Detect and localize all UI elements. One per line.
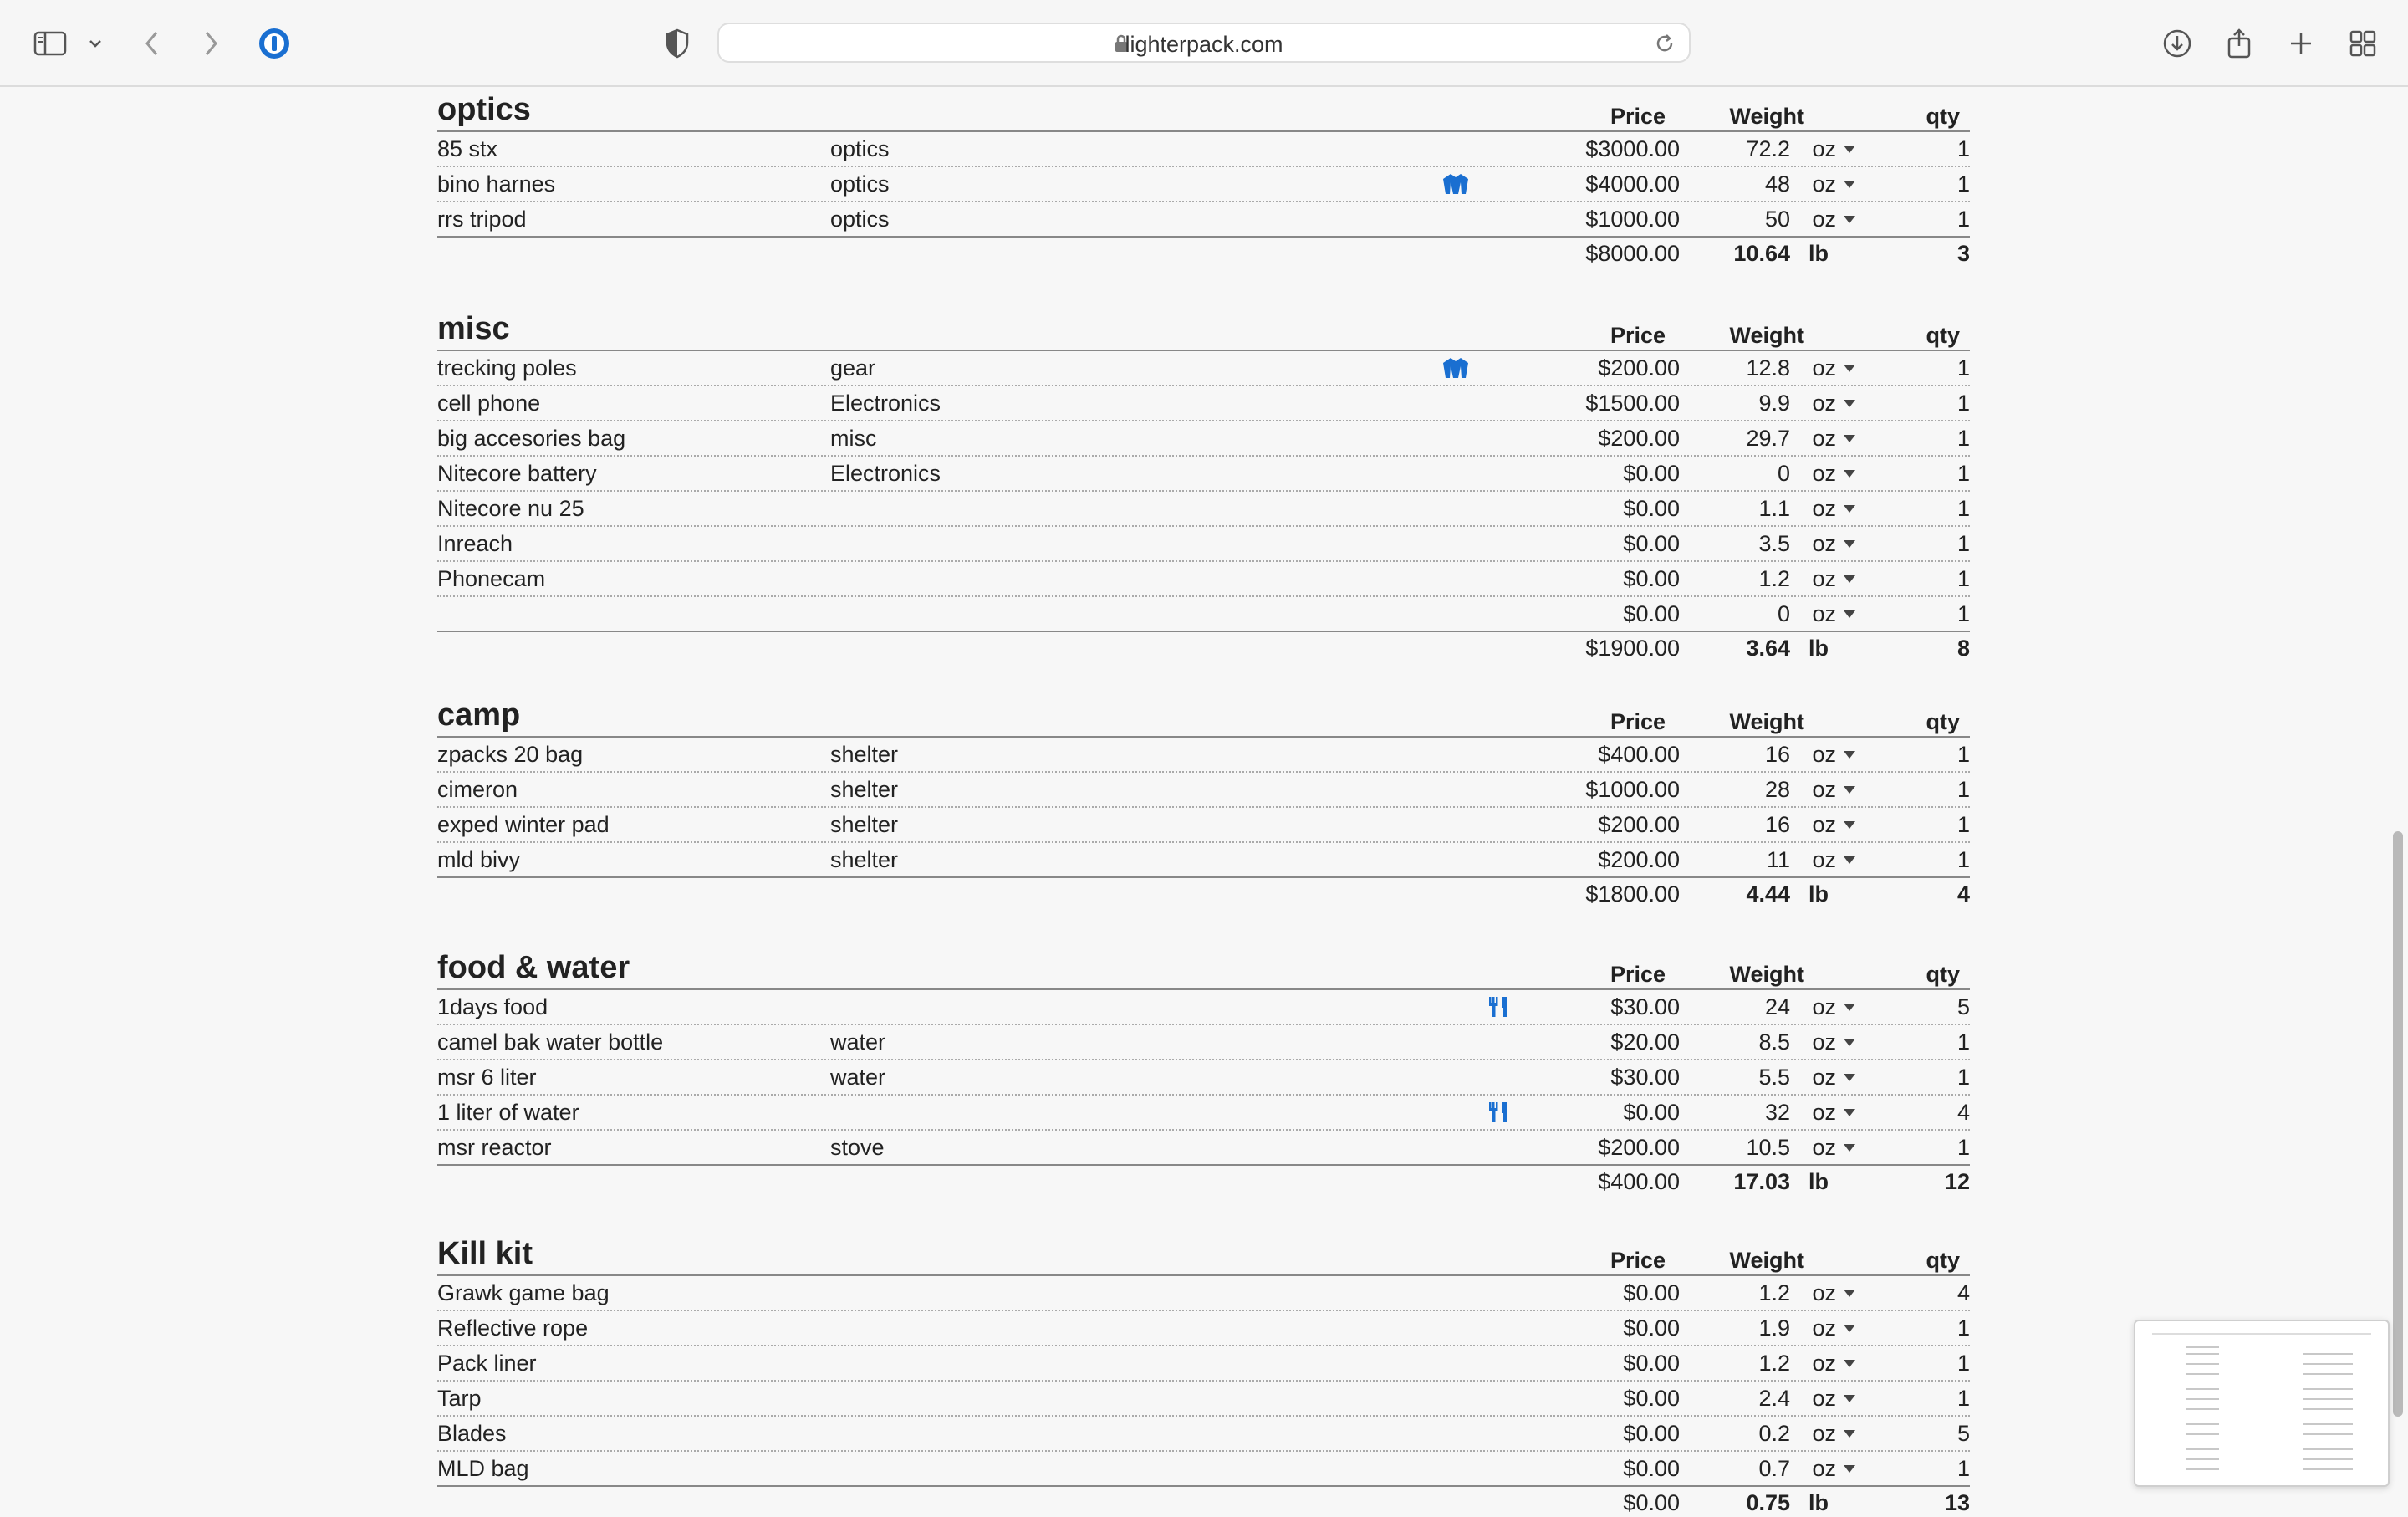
consumable-icon[interactable] [1487, 1101, 1509, 1130]
item-weight[interactable]: 50 [1764, 207, 1790, 232]
download-icon[interactable] [2159, 25, 2196, 62]
item-price[interactable]: $0.00 [1623, 1100, 1680, 1125]
item-row[interactable] [437, 421, 1970, 457]
item-qty[interactable]: 4 [1956, 1100, 1970, 1125]
subtotal-price: $1800.00 [1585, 881, 1680, 907]
category-subtotal [437, 1164, 1970, 1196]
category-title[interactable]: optics [437, 92, 531, 127]
subtotal-weight: 3.64 [1746, 636, 1790, 661]
category-title[interactable]: camp [437, 697, 521, 733]
subtotal-weight: 0.75 [1746, 1490, 1790, 1515]
unit-dropdown-icon[interactable] [1844, 610, 1855, 618]
item-qty[interactable]: 1 [1956, 812, 1970, 837]
item-description[interactable]: stove [830, 1135, 885, 1160]
unit-dropdown-icon[interactable] [1844, 1109, 1855, 1116]
category-header [437, 694, 1970, 738]
item-qty[interactable]: 1 [1956, 391, 1970, 416]
item-qty[interactable]: 1 [1956, 426, 1970, 451]
item-name[interactable]: cell phone [437, 391, 541, 416]
item-unit[interactable]: oz [1812, 426, 1836, 451]
item-qty[interactable]: 1 [1956, 355, 1970, 381]
item-price[interactable]: $0.00 [1623, 1315, 1680, 1341]
item-price[interactable]: $1000.00 [1585, 777, 1680, 802]
unit-dropdown-icon[interactable] [1844, 751, 1855, 758]
item-qty[interactable]: 1 [1956, 1029, 1970, 1055]
password-manager-icon[interactable] [256, 25, 293, 62]
item-row[interactable] [437, 132, 1970, 167]
unit-dropdown-icon[interactable] [1844, 856, 1855, 864]
item-name[interactable]: Phonecam [437, 566, 546, 591]
subtotal-unit[interactable]: lb [1809, 881, 1829, 907]
item-price[interactable]: $3000.00 [1585, 136, 1680, 161]
unit-dropdown-icon[interactable] [1844, 1144, 1855, 1152]
item-qty[interactable]: 1 [1956, 566, 1970, 591]
chevron-down-icon[interactable] [77, 25, 114, 62]
item-unit[interactable]: oz [1812, 742, 1836, 767]
worn-icon[interactable] [1441, 172, 1471, 202]
item-weight[interactable]: 0 [1777, 601, 1790, 626]
weight-header: Weight [1729, 104, 1804, 129]
item-weight[interactable]: 1.2 [1758, 1351, 1790, 1376]
unit-dropdown-icon[interactable] [1844, 786, 1855, 794]
item-row[interactable] [437, 808, 1970, 843]
item-name[interactable]: Inreach [437, 531, 513, 556]
subtotal-unit[interactable]: lb [1809, 241, 1829, 266]
browser-toolbar [0, 0, 2408, 87]
unit-dropdown-icon[interactable] [1844, 1004, 1855, 1011]
category-camp [437, 694, 1970, 908]
item-weight[interactable]: 5.5 [1758, 1065, 1790, 1090]
item-unit[interactable]: oz [1812, 461, 1836, 486]
item-name[interactable]: trecking poles [437, 355, 577, 381]
category-subtotal [437, 236, 1970, 268]
item-name[interactable]: camel bak water bottle [437, 1029, 664, 1055]
subtotal-weight: 10.64 [1733, 241, 1790, 266]
item-unit[interactable]: oz [1812, 994, 1836, 1019]
item-row[interactable] [437, 492, 1970, 527]
item-description[interactable]: optics [830, 136, 890, 161]
item-name[interactable]: Reflective rope [437, 1315, 589, 1341]
item-unit[interactable]: oz [1812, 207, 1836, 232]
item-price[interactable]: $30.00 [1610, 1065, 1680, 1090]
subtotal-unit[interactable]: lb [1809, 1169, 1829, 1194]
item-weight[interactable]: 11 [1766, 847, 1790, 872]
unit-dropdown-icon[interactable] [1844, 540, 1855, 548]
category-header [437, 308, 1970, 351]
item-qty[interactable]: 4 [1956, 1280, 1970, 1305]
item-qty[interactable]: 1 [1956, 496, 1970, 521]
item-name[interactable]: big accesories bag [437, 426, 626, 451]
qty-header: qty [1926, 1248, 1960, 1273]
item-qty[interactable]: 1 [1956, 1456, 1970, 1481]
subtotal-qty: 12 [1944, 1169, 1970, 1194]
item-weight[interactable]: 72.2 [1746, 136, 1790, 161]
unit-dropdown-icon[interactable] [1844, 575, 1855, 583]
item-weight[interactable]: 16 [1764, 742, 1790, 767]
item-description[interactable]: Electronics [830, 461, 941, 486]
scrollbar-thumb[interactable] [2393, 831, 2403, 1417]
item-unit[interactable]: oz [1812, 1065, 1836, 1090]
item-row[interactable] [437, 1452, 1970, 1485]
item-name[interactable]: Tarp [437, 1386, 482, 1411]
item-name[interactable]: exped winter pad [437, 812, 610, 837]
item-weight[interactable]: 24 [1764, 994, 1790, 1019]
new-tab-icon[interactable] [2283, 25, 2319, 62]
sidebar-icon[interactable] [32, 25, 69, 62]
item-name[interactable]: 1 liter of water [437, 1100, 579, 1125]
item-qty[interactable]: 1 [1956, 171, 1970, 197]
item-row[interactable] [437, 167, 1970, 202]
item-unit[interactable]: oz [1812, 1315, 1836, 1341]
item-price[interactable]: $0.00 [1623, 531, 1680, 556]
share-icon[interactable] [2221, 25, 2258, 62]
subtotal-qty: 8 [1956, 636, 1970, 661]
item-qty[interactable]: 1 [1956, 1315, 1970, 1341]
weight-header: Weight [1729, 323, 1804, 348]
item-row[interactable] [437, 843, 1970, 876]
item-price[interactable]: $200.00 [1598, 812, 1680, 837]
qty-header: qty [1926, 104, 1960, 129]
category-header [437, 1233, 1970, 1276]
item-row[interactable] [437, 773, 1970, 808]
item-price[interactable]: $0.00 [1623, 461, 1680, 486]
subtotal-qty: 3 [1956, 241, 1970, 266]
item-weight[interactable]: 1.1 [1758, 496, 1790, 521]
item-row[interactable] [437, 386, 1970, 421]
item-unit[interactable]: oz [1812, 136, 1836, 161]
item-unit[interactable]: oz [1812, 1456, 1836, 1481]
item-qty[interactable]: 1 [1956, 777, 1970, 802]
item-description[interactable]: optics [830, 207, 890, 232]
category-food-water [437, 947, 1970, 1196]
item-weight[interactable]: 1.9 [1758, 1315, 1790, 1341]
category-header [437, 89, 1970, 132]
item-weight[interactable]: 1.2 [1758, 1280, 1790, 1305]
item-row[interactable] [437, 457, 1970, 492]
item-row[interactable] [437, 202, 1970, 236]
page-minimap[interactable] [2134, 1320, 2390, 1487]
item-qty[interactable]: 1 [1956, 1135, 1970, 1160]
subtotal-weight: 17.03 [1733, 1169, 1790, 1194]
item-row[interactable] [437, 597, 1970, 631]
item-price[interactable]: $0.00 [1623, 1351, 1680, 1376]
item-name[interactable]: 85 stx [437, 136, 498, 161]
subtotal-price: $0.00 [1623, 1490, 1680, 1515]
item-weight[interactable]: 32 [1764, 1100, 1790, 1125]
qty-header: qty [1926, 962, 1960, 987]
item-qty[interactable]: 1 [1956, 461, 1970, 486]
item-qty[interactable]: 1 [1956, 1351, 1970, 1376]
item-unit[interactable]: oz [1812, 601, 1836, 626]
item-price[interactable]: $1500.00 [1585, 391, 1680, 416]
item-qty[interactable]: 5 [1956, 1421, 1970, 1446]
item-row[interactable] [437, 351, 1970, 386]
back-icon[interactable] [134, 25, 171, 62]
subtotal-qty: 4 [1956, 881, 1970, 907]
item-description[interactable]: misc [830, 426, 877, 451]
consumable-icon[interactable] [1487, 995, 1509, 1024]
item-unit[interactable]: oz [1812, 1351, 1836, 1376]
item-unit[interactable]: oz [1812, 812, 1836, 837]
item-weight[interactable]: 3.5 [1758, 531, 1790, 556]
unit-dropdown-icon[interactable] [1844, 1395, 1855, 1402]
price-header: Price [1610, 104, 1666, 129]
unit-dropdown-icon[interactable] [1844, 435, 1855, 442]
reload-icon[interactable] [1654, 33, 1676, 59]
item-row[interactable] [437, 990, 1970, 1025]
item-weight[interactable]: 2.4 [1758, 1386, 1790, 1411]
url-text: lighterpack.com [1125, 32, 1283, 57]
subtotal-price: $1900.00 [1585, 636, 1680, 661]
category-misc [437, 308, 1970, 662]
item-weight[interactable]: 8.5 [1758, 1029, 1790, 1055]
item-row[interactable] [437, 1096, 1970, 1131]
item-unit[interactable]: oz [1812, 171, 1836, 197]
item-qty[interactable]: 1 [1956, 531, 1970, 556]
item-description[interactable]: shelter [830, 777, 899, 802]
item-price[interactable]: $1000.00 [1585, 207, 1680, 232]
item-price[interactable]: $400.00 [1598, 742, 1680, 767]
unit-dropdown-icon[interactable] [1844, 146, 1855, 153]
item-qty[interactable]: 1 [1956, 136, 1970, 161]
item-price[interactable]: $30.00 [1610, 994, 1680, 1019]
item-unit[interactable]: oz [1812, 355, 1836, 381]
unit-dropdown-icon[interactable] [1844, 400, 1855, 407]
unit-dropdown-icon[interactable] [1844, 821, 1855, 829]
item-weight[interactable]: 0 [1777, 461, 1790, 486]
price-header: Price [1610, 962, 1666, 987]
item-name[interactable]: rrs tripod [437, 207, 527, 232]
item-weight[interactable]: 29.7 [1746, 426, 1790, 451]
item-price[interactable]: $0.00 [1623, 1456, 1680, 1481]
item-unit[interactable]: oz [1812, 531, 1836, 556]
item-price[interactable]: $0.00 [1623, 601, 1680, 626]
item-name[interactable]: Nitecore nu 25 [437, 496, 584, 521]
item-name[interactable]: msr reactor [437, 1135, 552, 1160]
item-row[interactable] [437, 1346, 1970, 1382]
item-row[interactable] [437, 1276, 1970, 1311]
category-optics [437, 89, 1970, 268]
item-price[interactable]: $0.00 [1623, 1280, 1680, 1305]
worn-icon[interactable] [1441, 356, 1471, 386]
item-row[interactable] [437, 1311, 1970, 1346]
qty-header: qty [1926, 323, 1960, 348]
subtotal-qty: 13 [1944, 1490, 1970, 1515]
category-subtotal [437, 876, 1970, 908]
item-qty[interactable]: 1 [1956, 742, 1970, 767]
item-qty[interactable]: 1 [1956, 1386, 1970, 1411]
item-description[interactable]: optics [830, 171, 890, 197]
item-description[interactable]: water [830, 1065, 886, 1090]
subtotal-price: $8000.00 [1585, 241, 1680, 266]
item-unit[interactable]: oz [1812, 1029, 1836, 1055]
item-price[interactable]: $200.00 [1598, 426, 1680, 451]
item-description[interactable]: Electronics [830, 391, 941, 416]
item-qty[interactable]: 5 [1956, 994, 1970, 1019]
item-unit[interactable]: oz [1812, 1135, 1836, 1160]
item-unit[interactable]: oz [1812, 777, 1836, 802]
item-price[interactable]: $4000.00 [1585, 171, 1680, 197]
item-description[interactable]: gear [830, 355, 876, 381]
item-row[interactable] [437, 527, 1970, 562]
item-name[interactable]: Pack liner [437, 1351, 537, 1376]
category-header [437, 947, 1970, 990]
price-header: Price [1610, 709, 1666, 734]
weight-header: Weight [1729, 1248, 1804, 1273]
item-qty[interactable]: 1 [1956, 601, 1970, 626]
item-row[interactable] [437, 1131, 1970, 1164]
item-unit[interactable]: oz [1812, 1100, 1836, 1125]
item-qty[interactable]: 1 [1956, 207, 1970, 232]
tab-overview-icon[interactable] [2344, 25, 2381, 62]
item-weight[interactable]: 0.7 [1758, 1456, 1790, 1481]
item-weight[interactable]: 12.8 [1746, 355, 1790, 381]
unit-dropdown-icon[interactable] [1844, 365, 1855, 372]
item-row[interactable] [437, 738, 1970, 773]
item-description[interactable]: shelter [830, 742, 899, 767]
item-weight[interactable]: 0.2 [1758, 1421, 1790, 1446]
item-row[interactable] [437, 1417, 1970, 1452]
item-row[interactable] [437, 562, 1970, 597]
item-price[interactable]: $200.00 [1598, 1135, 1680, 1160]
item-name[interactable]: mld bivy [437, 847, 521, 872]
category-subtotal [437, 631, 1970, 662]
price-header: Price [1610, 1248, 1666, 1273]
item-unit[interactable]: oz [1812, 566, 1836, 591]
item-name[interactable]: Nitecore battery [437, 461, 597, 486]
item-weight[interactable]: 48 [1764, 171, 1790, 197]
item-unit[interactable]: oz [1812, 391, 1836, 416]
item-row[interactable] [437, 1025, 1970, 1060]
item-name[interactable]: 1days food [437, 994, 548, 1019]
gear-list [0, 87, 2408, 1515]
item-weight[interactable]: 1.2 [1758, 566, 1790, 591]
item-row[interactable] [437, 1060, 1970, 1096]
item-name[interactable]: MLD bag [437, 1456, 529, 1481]
address-bar[interactable] [717, 23, 1691, 63]
subtotal-weight: 4.44 [1746, 881, 1790, 907]
item-unit[interactable]: oz [1812, 1421, 1836, 1446]
unit-dropdown-icon[interactable] [1844, 1465, 1855, 1473]
weight-header: Weight [1729, 709, 1804, 734]
item-unit[interactable]: oz [1812, 1386, 1836, 1411]
category-title[interactable]: food & water [437, 950, 630, 985]
item-name[interactable]: Grawk game bag [437, 1280, 610, 1305]
unit-dropdown-icon[interactable] [1844, 1430, 1855, 1438]
item-description[interactable]: water [830, 1029, 886, 1055]
item-name[interactable]: bino harnes [437, 171, 556, 197]
weight-header: Weight [1729, 962, 1804, 987]
item-weight[interactable]: 28 [1764, 777, 1790, 802]
item-price[interactable]: $0.00 [1623, 566, 1680, 591]
item-price[interactable]: $0.00 [1623, 496, 1680, 521]
unit-dropdown-icon[interactable] [1844, 216, 1855, 223]
forward-icon[interactable] [192, 25, 229, 62]
qty-header: qty [1926, 709, 1960, 734]
item-description[interactable]: shelter [830, 847, 899, 872]
subtotal-unit[interactable]: lb [1809, 636, 1829, 661]
item-name[interactable]: msr 6 liter [437, 1065, 537, 1090]
shield-icon[interactable] [659, 25, 696, 62]
subtotal-price: $400.00 [1598, 1169, 1680, 1194]
category-kill-kit [437, 1233, 1970, 1517]
price-header: Price [1610, 323, 1666, 348]
item-weight[interactable]: 10.5 [1746, 1135, 1790, 1160]
item-name[interactable]: Blades [437, 1421, 507, 1446]
item-price[interactable]: $200.00 [1598, 847, 1680, 872]
unit-dropdown-icon[interactable] [1844, 505, 1855, 513]
item-qty[interactable]: 1 [1956, 1065, 1970, 1090]
unit-dropdown-icon[interactable] [1844, 1074, 1855, 1081]
unit-dropdown-icon[interactable] [1844, 1325, 1855, 1332]
item-unit[interactable]: oz [1812, 1280, 1836, 1305]
category-title[interactable]: misc [437, 311, 510, 346]
item-unit[interactable]: oz [1812, 496, 1836, 521]
unit-dropdown-icon[interactable] [1844, 1039, 1855, 1046]
item-price[interactable]: $0.00 [1623, 1421, 1680, 1446]
item-price[interactable]: $0.00 [1623, 1386, 1680, 1411]
category-title[interactable]: Kill kit [437, 1236, 533, 1271]
item-price[interactable]: $20.00 [1610, 1029, 1680, 1055]
unit-dropdown-icon[interactable] [1844, 181, 1855, 188]
item-price[interactable]: $200.00 [1598, 355, 1680, 381]
unit-dropdown-icon[interactable] [1844, 470, 1855, 478]
item-qty[interactable]: 1 [1956, 847, 1970, 872]
item-row[interactable] [437, 1382, 1970, 1417]
item-description[interactable]: shelter [830, 812, 899, 837]
category-subtotal [437, 1485, 1970, 1517]
item-unit[interactable]: oz [1812, 847, 1836, 872]
item-weight[interactable]: 9.9 [1758, 391, 1790, 416]
item-name[interactable]: cimeron [437, 777, 518, 802]
item-weight[interactable]: 16 [1764, 812, 1790, 837]
item-name[interactable]: zpacks 20 bag [437, 742, 584, 767]
subtotal-unit[interactable]: lb [1809, 1490, 1829, 1515]
unit-dropdown-icon[interactable] [1844, 1290, 1855, 1297]
unit-dropdown-icon[interactable] [1844, 1360, 1855, 1367]
